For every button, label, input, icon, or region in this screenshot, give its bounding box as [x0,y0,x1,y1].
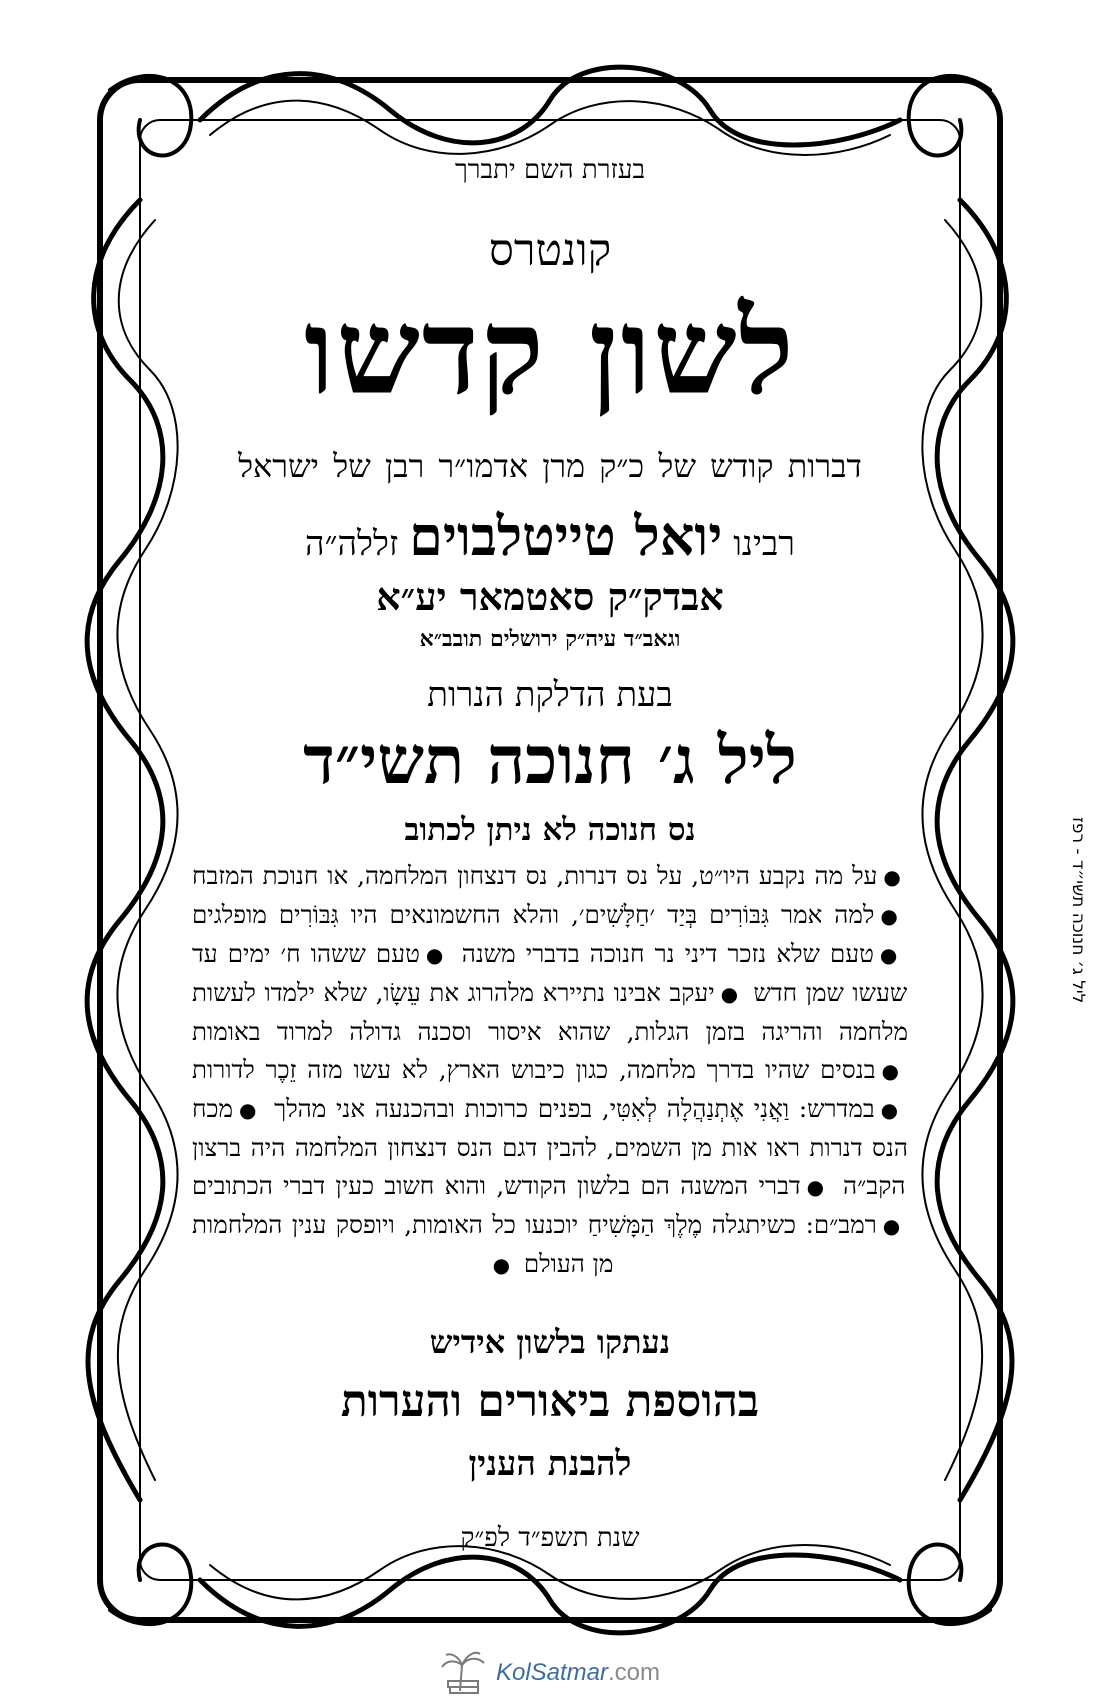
brand-wordmark [496,1659,660,1687]
subtitle: דברות קודש של כ״ק מרן אדמו״ר רבן של ישראל [238,447,862,486]
brand-main: KolSatmar [495,1659,609,1686]
av-beis-din-jerusalem: וגאב״ד עיה״ק ירושלים תובב״א [419,625,681,652]
book-title: לשון קדשו [304,282,796,422]
topics-paragraph [190,857,910,1284]
side-label-text: ליל ג׳ חנוכה תשי״ד - רפז [1068,816,1088,1004]
rebbe-name: יואל טייטלבוים [409,504,723,569]
translation-note: נעתקו בלשון אידיש [429,1322,671,1361]
palm-tree-books-icon [440,1651,486,1695]
side-label [1058,760,1098,1060]
understanding-note: להבנת הענין [468,1444,632,1485]
topic-item: יעקב אבינו נתיירא מלהרוג את עֵשָׂו, שלא ילמדו לעשות מלחמה והריגה בזמן הגלות, שהוא איסור וסכנה גדולה למרוד באומות [192,977,908,1046]
night-title: ליל ג׳ חנוכה תשי״ד [303,721,797,800]
bullet-icon: ● [881,1058,903,1083]
title-page [190,150,910,1600]
bullet-icon: ● [880,1097,901,1122]
topic-item: רמב״ם: כשיתגלה מֶלֶךְ הַמָּשִׁיחַ יוכנעו כל האומות, ויופסק ענין המלחמות מן העולם [192,1209,877,1278]
bullet-icon: ● [879,942,900,967]
bullet-icon: ● [880,903,902,928]
rebbe-prefix: רבינו [733,524,795,565]
rebbe-suffix: זללה״ה [305,524,399,565]
topic-item: למה אמר גִּבּוֹרִים בְּיַד ׳חַלָּשִׁים׳, והלא החשמונאים היו גִּבּוֹרִים מופלגים [192,899,875,929]
addition-note: בהוספת ביאורים והערות [340,1375,760,1427]
topic-item: במדרש: וַאֲנִי אֶתְנַהֲלָה לְאִטִּי, בפנים כרוכות ובהכנעה אני מהלך [274,1093,875,1123]
av-beis-din: אבדק״ק סאטמאר יע״א [376,574,724,620]
topic-item: על מה נקבע היו״ט, על נס דנרות, נס דנצחון המלחמה, או חנוכת המזבח [192,860,878,890]
blessing-line: בעזרת השם יתברך [455,155,645,185]
footer-logo[interactable] [0,1648,1100,1698]
bullet-icon: ● [239,1097,259,1122]
topic-item: מכח הנס דנרות ראו אות מן השמים, להבין דגם הנס דנצחון המלחמה היה ברצון הקב״ה [192,1093,908,1200]
topic-item: טעם שלא נזכר דיני נר חנוכה בדברי משנה [461,938,874,968]
section-heading: נס חנוכה לא ניתן לכתוב [404,812,696,849]
brand-tld: .com [608,1659,661,1686]
occasion-line: בעת הדלקת הנרות [427,675,673,716]
publication-year: שנת תשפ״ד לפ״ק [460,1523,640,1554]
bullet-icon: ● [720,981,739,1006]
kuntres-label: קונטרס [488,224,612,276]
bullet-icon: ● [883,864,902,889]
bullet-icon: ● [492,1252,511,1277]
topic-item: דברי המשנה הם בלשון הקודש, והוא חשוב כעין דברי הכתובים [192,1170,801,1200]
bullet-icon: ● [882,1213,903,1238]
rebbe-line [190,505,910,567]
bullet-icon: ● [425,942,446,967]
topic-item: טעם ששהו ח׳ ימים עד שעשו שמן חדש [192,938,908,1007]
topic-item: בנסים שהיו בדרך מלחמה, כגון כיבוש הארץ, לא עשו מזה זֵכֶר לדורות [192,1054,876,1084]
bullet-icon: ● [806,1174,827,1199]
